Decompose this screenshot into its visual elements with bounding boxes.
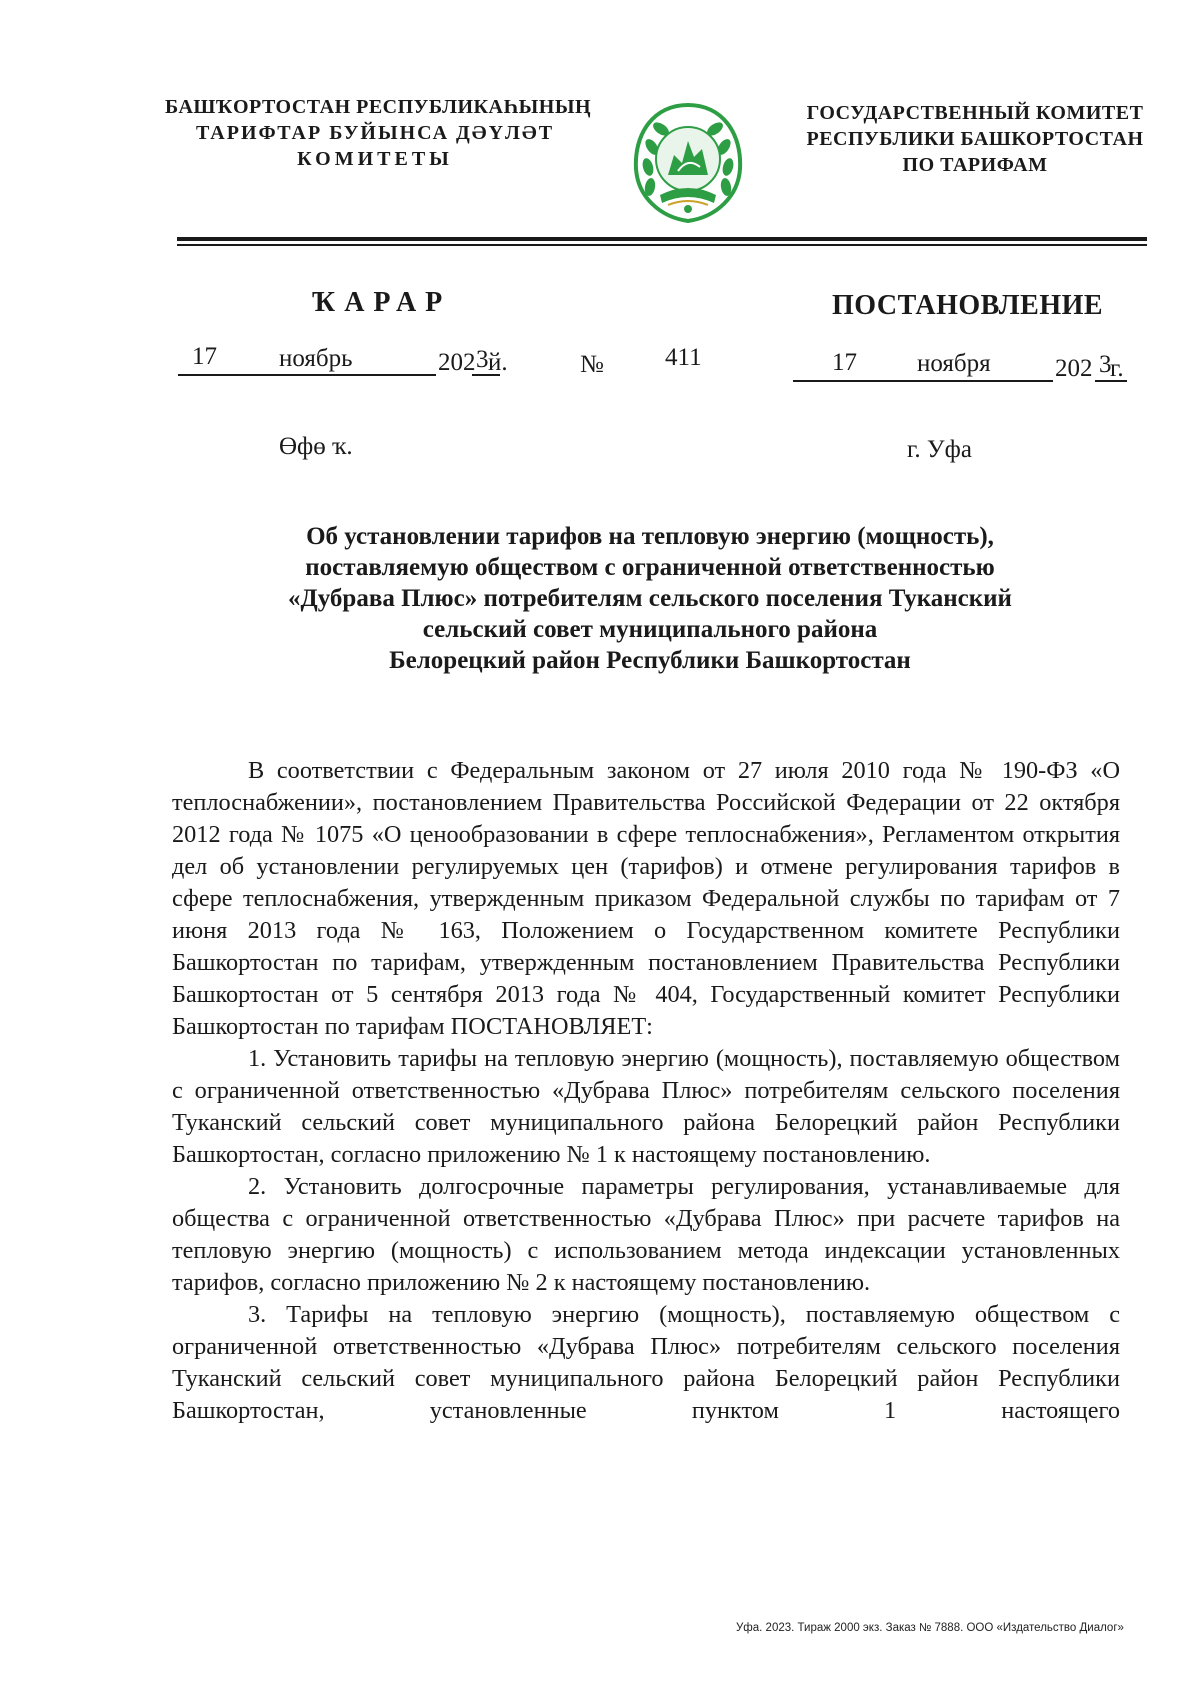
header-divider-thin [177,244,1147,246]
header-left-line-1: БАШҠОРТОСТАН РЕСПУБЛИКАҺЫНЫҢ [165,96,592,118]
document-title [180,521,1120,676]
left-date-year-prefix: 202 [438,349,476,376]
paragraph-item-3: 3. Тарифы на тепловую энергию (мощность), поставляемую обществом с ограниченной ответственностью «Дубрава Плюс» потребителям сельского поселения Туканский сельский совет муниципального района Белорецкий район Республики Башкортостан, установленные пунктом 1 настоящего [172,1301,1120,1424]
paragraph-item-2: 2. Установить долгосрочные параметры регулирования, устанавливаемые для общества с ограниченной ответственностью «Дубрава Плюс» при расчете тарифов на тепловую энергию (мощность) с использованием метода индексации установленных тарифов, согласно приложению № 2 к настоящему постановлению. [172,1173,1120,1296]
header-right-line-2: РЕСПУБЛИКИ БАШКОРТОСТАН [806,128,1144,150]
emblem-icon [628,97,748,225]
header-right-line-3: ПО ТАРИФАМ [902,154,1048,176]
header-divider-thick [177,237,1147,241]
right-date-year-digit: 3 [1099,351,1112,378]
city-russian: г. Уфа [907,436,972,463]
decree-title-bashkir: ҠАРАР [312,287,452,318]
right-date-year-prefix: 202 [1055,355,1093,382]
right-date-year-suffix: г. [1110,355,1124,382]
header-left-org [165,94,592,172]
title-line-1: Об установлении тарифов на тепловую энергию (мощность), [306,523,994,550]
header-left-line-2: ТАРИФТАР БУЙЫНСА ДӘҮЛӘТ [195,122,555,144]
city-bashkir: Өфө ҡ. [279,433,353,460]
decree-title-russian: ПОСТАНОВЛЕНИЕ [832,290,1104,321]
header-right-line-1: ГОСУДАРСТВЕННЫЙ КОМИТЕТ [806,102,1144,124]
title-line-5: Белорецкий район Республики Башкортостан [389,647,911,674]
title-line-3: «Дубрава Плюс» потребителям сельского поселения Туканский [288,585,1012,612]
right-date-month: ноября [917,350,991,377]
paragraph-preamble: В соответствии с Федеральным законом от 27 июля 2010 года № 190-ФЗ «О теплоснабжении», постановлением Правительства Российской Федерации от 22 октября 2012 года № 1075 «О ценообразовании в сфере теплоснабжения», Регламентом открытия дел об установлении регулируемых цен (тарифов) и отмене регулирования тарифов в сфере теплоснабжения, утвержденным приказом Федеральной службы по тарифам от 7 июня 2013 года № 163, Положением о Государственном комитете Республики Башкортостан по тарифам, утвержденным постановлением Правительства Республики Башкортостан от 5 сентября 2013 года № 404, Государственный комитет Республики Башкортостан по тарифам ПОСТАНОВЛЯЕТ: [172,757,1120,1040]
title-line-2: поставляемую обществом с ограниченной ответственностью [305,554,995,581]
header-right-org [790,100,1160,178]
left-date-month: ноябрь [279,345,353,372]
left-date-year-digit: 3 [476,346,489,373]
decree-number: 411 [665,344,702,371]
print-footer: Уфа. 2023. Тираж 2000 экз. Заказ № 7888. ООО «Издательство Диалог» [736,1622,1124,1634]
title-line-4: сельский совет муниципального района [422,616,878,643]
left-date-year-suffix: й. [488,349,508,376]
left-date-underline [178,374,436,376]
right-date-underline [793,380,1053,382]
paragraph-item-1: 1. Установить тарифы на тепловую энергию (мощность), поставляемую обществом с ограниченной ответственностью «Дубрава Плюс» потребителям сельского поселения Туканский сельский совет муниципального района Белорецкий район Республики Башкортостан, согласно приложению № 1 к настоящему постановлению. [172,1045,1120,1168]
right-date-day: 17 [832,349,857,376]
document-body [172,755,1120,1427]
header-left-line-3: КОМИТЕТЫ [297,148,453,170]
decree-number-sign: № [580,351,604,378]
left-date-day: 17 [192,343,217,370]
